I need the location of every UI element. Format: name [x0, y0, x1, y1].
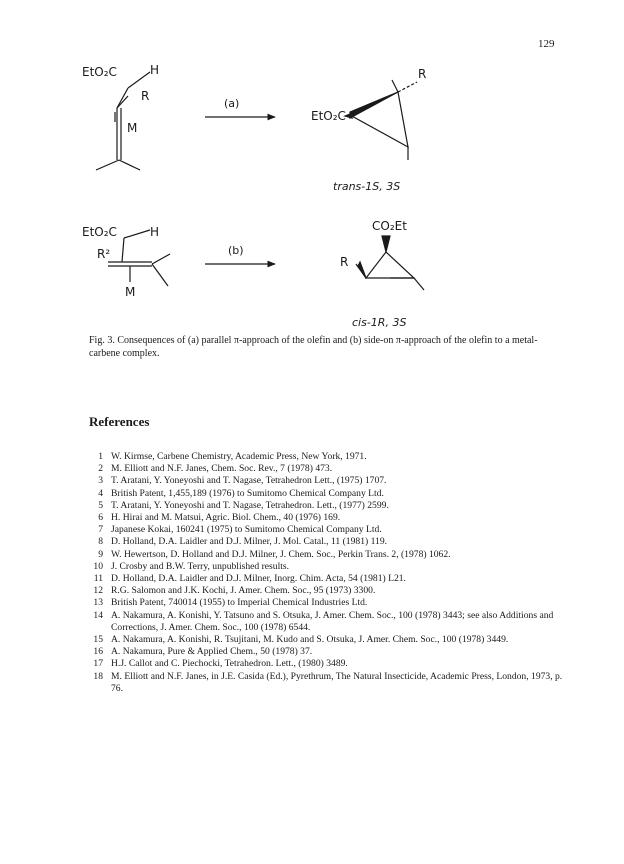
reference-text: H.J. Callot and C. Piechocki, Tetrahedron. Lett., (1980) 3489.: [111, 658, 348, 670]
reference-text: British Patent, 1,455,189 (1976) to Sumitomo Chemical Company Ltd.: [111, 487, 384, 499]
reference-text: W. Kirmse, Carbene Chemistry, Academic Press, New York, 1971.: [111, 451, 367, 462]
reference-item: [89, 451, 567, 463]
top-product: [345, 80, 417, 160]
top-ester-label: EtO₂C: [82, 65, 117, 79]
reference-number: 16: [93, 646, 103, 658]
arrow-a-label: (a): [224, 97, 240, 110]
reference-item: [89, 597, 567, 609]
reference-text: W. Hewertson, D. Holland and D.J. Milner, J. Chem. Soc., Perkin Trans. 2, (1978) 1062.: [111, 548, 451, 560]
reference-item: [89, 658, 567, 670]
reference-item: [89, 573, 567, 585]
reference-number: 1: [98, 451, 103, 462]
figure-caption: Fig. 3. Consequences of (a) parallel π-approach of the olefin and (b) side-on π-approach of the olefin to a metal-carbene complex.: [89, 335, 538, 359]
reference-text: T. Aratani, Y. Yoneyoshi and T. Nagase, Tetrahedron Lett., (1975) 1707.: [111, 475, 387, 487]
reference-item: [89, 536, 567, 548]
reference-number: 13: [93, 597, 103, 609]
reference-text: H. Hirai and M. Matsui, Agric. Biol. Chem., 40 (1976) 169.: [111, 512, 341, 524]
bottom-m-label: M: [125, 285, 136, 299]
bottom-ester-label: EtO₂C: [82, 225, 117, 239]
reference-item: [89, 463, 567, 475]
reference-text: A. Nakamura, A. Konishi, Y. Tatsuno and S. Otsuka, J. Amer. Chem. Soc., 100 (1978) 3443; see also Additions and Corrections, J. Amer. Chem. Soc., 100 (1978) 6544.: [111, 609, 554, 633]
reference-text: D. Holland, D.A. Laidler and D.J. Milner, J. Mol. Catal., 11 (1981) 119.: [111, 536, 388, 548]
reference-text: Japanese Kokai, 160241 (1975) to Sumitomo Chemical Company Ltd.: [111, 524, 382, 536]
bottom-reactant: [108, 230, 170, 286]
reference-item: [89, 512, 567, 524]
references-heading: References: [89, 414, 150, 429]
reference-number: 4: [98, 487, 103, 499]
reference-item: [89, 634, 567, 646]
reference-text: D. Holland, D.A. Laidler and D.J. Milner, Inorg. Chim. Acta, 54 (1981) L21.: [111, 573, 406, 585]
reference-text: R.G. Salomon and J.K. Kochi, J. Amer. Chem. Soc., 95 (1973) 3300.: [111, 585, 376, 597]
top-product-ester-label: EtO₂C: [311, 109, 346, 123]
reference-number: 5: [98, 499, 103, 511]
bottom-product-stereo-label: cis-1R, 3S: [352, 316, 407, 329]
reference-item: [89, 610, 567, 634]
reference-text: A. Nakamura, Pure & Applied Chem., 50 (1978) 37.: [111, 646, 313, 658]
top-m-label: M: [127, 121, 138, 135]
reference-item: [89, 475, 567, 487]
bottom-product: [356, 236, 424, 290]
top-product-stereo-label: trans-1S, 3S: [333, 180, 401, 193]
page-number: 129: [538, 38, 555, 50]
reference-item: [89, 500, 567, 512]
reference-number: 12: [93, 585, 103, 597]
reference-item: [89, 585, 567, 597]
top-h-label: H: [150, 63, 160, 77]
reference-number: 10: [93, 560, 103, 572]
references-list: [89, 451, 567, 695]
bottom-product-r-label: R: [340, 255, 349, 269]
bottom-product-ester-label: CO₂Et: [372, 219, 407, 233]
reference-number: 18: [93, 670, 103, 682]
reference-text: T. Aratani, Y. Yoneyoshi and T. Nagase, Tetrahedron. Lett., (1977) 2599.: [111, 499, 389, 511]
reaction-scheme: [0, 0, 624, 330]
reference-number: 6: [98, 512, 103, 524]
reference-number: 11: [93, 573, 103, 585]
top-product-r-label: R: [418, 67, 427, 81]
top-reactant: [96, 72, 150, 170]
reference-text: British Patent, 740014 (1955) to Imperial Chemical Industries Ltd.: [111, 597, 368, 609]
reference-number: 15: [93, 634, 103, 646]
reference-item: [89, 488, 567, 500]
arrow-b-label: (b): [228, 244, 244, 257]
reference-number: 3: [98, 475, 103, 487]
bottom-r2-label: R²: [97, 247, 111, 261]
reference-number: 8: [98, 536, 103, 548]
reference-number: 9: [98, 548, 103, 560]
reference-number: 7: [98, 524, 103, 536]
top-r-label: R: [141, 89, 150, 103]
reference-item: [89, 524, 567, 536]
reference-text: M. Elliott and N.F. Janes, Chem. Soc. Rev., 7 (1978) 473.: [111, 463, 333, 475]
reference-item: [89, 561, 567, 573]
reference-item: [89, 549, 567, 561]
reference-number: 2: [98, 463, 103, 475]
reference-item: [89, 646, 567, 658]
reference-number: 14: [93, 609, 103, 621]
reference-text: J. Crosby and B.W. Terry, unpublished results.: [111, 560, 290, 572]
reference-item: [89, 671, 567, 695]
reference-text: A. Nakamura, A. Konishi, R. Tsujitani, M. Kudo and S. Otsuka, J. Amer. Chem. Soc., 100 (1978) 3449.: [111, 634, 509, 646]
reference-text: M. Elliott and N.F. Janes, in J.E. Casida (Ed.), Pyrethrum, The Natural Insecticide, Academic Press, London, 1973, p. 76.: [111, 670, 563, 694]
reference-number: 17: [93, 658, 103, 670]
bottom-h-label: H: [150, 225, 160, 239]
